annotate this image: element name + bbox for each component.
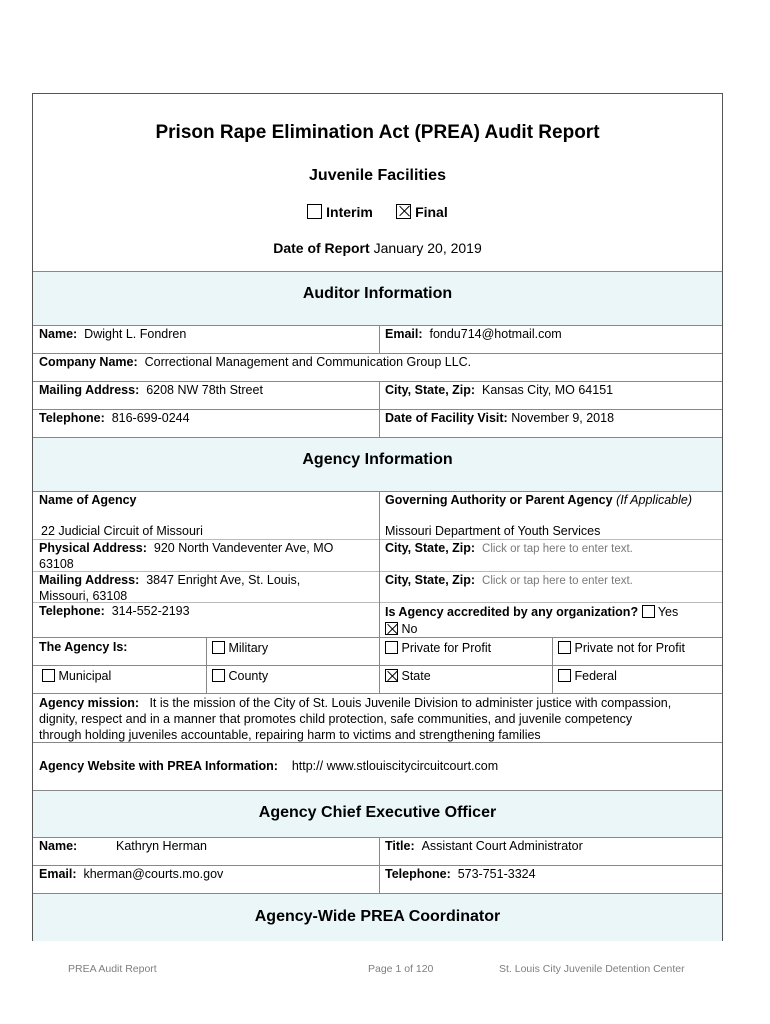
type-state[interactable]	[385, 668, 431, 684]
agency-gov-value[interactable]: Missouri Department of Youth Services	[385, 524, 601, 538]
auditor-csz-row	[385, 382, 613, 398]
auditor-mailing-row	[39, 382, 263, 398]
auditor-email-row	[385, 326, 562, 342]
military-label: Military	[228, 641, 269, 655]
agency-gov-label: Governing Authority or Parent Agency	[385, 493, 613, 507]
ceo-title-label: Title:	[385, 839, 415, 853]
auditor-name-label: Name:	[39, 327, 78, 341]
agency-csz2-label: City, State, Zip:	[385, 573, 476, 587]
municipal-checkbox[interactable]	[42, 669, 55, 682]
auditor-visit-row	[385, 410, 614, 426]
auditor-email-value[interactable]: fondu714@hotmail.com	[429, 327, 562, 341]
ceo-name-value[interactable]: Kathryn Herman	[116, 839, 208, 853]
type-military[interactable]	[212, 640, 268, 656]
agency-gov-row	[385, 492, 692, 508]
auditor-phone-value[interactable]: 816-699-0244	[111, 411, 190, 425]
agency-phone-value[interactable]: 314-552-2193	[111, 604, 190, 618]
type-federal[interactable]	[558, 668, 617, 684]
agency-name-value[interactable]: 22 Judicial Circuit of Missouri	[41, 524, 203, 538]
type-private-nonprofit[interactable]	[558, 640, 685, 656]
agency-mission-line-2: dignity, respect and in a manner that promotes child protection, safe communities, and juvenile competency	[39, 712, 633, 726]
private-nonprofit-label: Private not for Profit	[574, 641, 685, 655]
agency-csz1-label: City, State, Zip:	[385, 541, 476, 555]
final-label: Final	[415, 204, 448, 220]
type-county[interactable]	[212, 668, 268, 684]
final-checkbox[interactable]	[396, 204, 411, 219]
agency-mission-line-3: through holding juveniles accountable, repairing harm to victims and strengthening families	[39, 728, 541, 742]
federal-checkbox[interactable]	[558, 669, 571, 682]
ceo-title-value[interactable]: Assistant Court Administrator	[421, 839, 583, 853]
footer-page-number: Page 1 of 120	[368, 963, 434, 975]
date-label: Date of Report	[273, 240, 370, 256]
coordinator-section-title: Agency-Wide PREA Coordinator	[254, 908, 501, 925]
agency-mailing-value-2[interactable]: Missouri, 63108	[39, 589, 128, 603]
ceo-phone-row	[385, 866, 536, 882]
date-of-report	[33, 240, 722, 256]
ceo-name-row	[39, 838, 77, 854]
private-profit-label: Private for Profit	[401, 641, 492, 655]
date-value: January 20, 2019	[373, 240, 482, 256]
auditor-company-label: Company Name:	[39, 355, 138, 369]
agency-gov-note: (If Applicable)	[616, 493, 693, 507]
agency-website-label: Agency Website with PREA Information:	[39, 759, 278, 773]
state-checkbox[interactable]	[385, 669, 398, 682]
agency-mission-row	[39, 695, 671, 711]
auditor-phone-row	[39, 410, 190, 426]
ceo-email-row	[39, 866, 223, 882]
accredited-yes-checkbox[interactable]	[642, 605, 655, 618]
auditor-name-value[interactable]: Dwight L. Fondren	[84, 327, 187, 341]
type-private-profit[interactable]	[385, 640, 491, 656]
county-label: County	[228, 669, 269, 683]
agency-phone-row	[39, 603, 190, 619]
auditor-csz-value[interactable]: Kansas City, MO 64151	[482, 383, 614, 397]
accredited-yes-label: Yes	[657, 605, 679, 619]
agency-is-label: The Agency Is:	[39, 640, 128, 654]
report-title: Prison Rape Elimination Act (PREA) Audit Report	[155, 122, 600, 143]
agency-physical-value-2[interactable]: 63108	[39, 557, 74, 571]
ceo-phone-value[interactable]: 573-751-3324	[457, 867, 536, 881]
auditor-csz-label: City, State, Zip:	[385, 383, 476, 397]
footer-right: St. Louis City Juvenile Detention Center	[499, 963, 685, 975]
auditor-phone-label: Telephone:	[39, 411, 105, 425]
agency-physical-label: Physical Address:	[39, 541, 147, 555]
state-label: State	[401, 669, 431, 683]
auditor-section-title: Auditor Information	[302, 285, 453, 302]
private-nonprofit-checkbox[interactable]	[558, 641, 571, 654]
auditor-mailing-value[interactable]: 6208 NW 78th Street	[146, 383, 263, 397]
auditor-mailing-label: Mailing Address:	[39, 383, 140, 397]
agency-mission-label: Agency mission:	[39, 696, 140, 710]
agency-phone-label: Telephone:	[39, 604, 105, 618]
ceo-section-title: Agency Chief Executive Officer	[258, 804, 497, 821]
agency-accredited-label: Is Agency accredited by any organization?	[385, 605, 639, 619]
ceo-title-row	[385, 838, 583, 854]
interim-label: Interim	[326, 204, 373, 220]
auditor-company-value[interactable]: Correctional Management and Communication Group LLC.	[144, 355, 472, 369]
auditor-visit-value[interactable]: November 9, 2018	[511, 411, 615, 425]
auditor-name-row	[39, 326, 186, 342]
agency-website-value[interactable]: http:// www.stlouiscitycircuitcourt.com	[291, 759, 499, 773]
interim-checkbox[interactable]	[307, 204, 322, 219]
agency-mailing-value-1[interactable]: 3847 Enright Ave, St. Louis,	[146, 573, 301, 587]
footer-left: PREA Audit Report	[68, 963, 157, 975]
federal-label: Federal	[574, 669, 617, 683]
agency-mailing-row	[39, 572, 300, 588]
county-checkbox[interactable]	[212, 669, 225, 682]
military-checkbox[interactable]	[212, 641, 225, 654]
accredited-no-label: No	[401, 622, 418, 636]
report-form	[32, 93, 723, 941]
private-profit-checkbox[interactable]	[385, 641, 398, 654]
agency-csz1-row	[385, 540, 633, 557]
ceo-name-label: Name:	[39, 839, 78, 853]
auditor-company-row	[39, 354, 471, 370]
agency-accredited-no-row	[385, 621, 417, 637]
agency-physical-row	[39, 540, 333, 556]
agency-csz1-field[interactable]: Click or tap here to enter text.	[482, 543, 633, 555]
auditor-visit-label: Date of Facility Visit:	[385, 411, 508, 425]
agency-mission-line-1: It is the mission of the City of St. Louis Juvenile Division to administer justice with compassion,	[149, 696, 672, 710]
report-type-row	[33, 204, 722, 220]
municipal-label: Municipal	[58, 669, 112, 683]
ceo-email-value[interactable]: kherman@courts.mo.gov	[83, 867, 224, 881]
ceo-phone-label: Telephone:	[385, 867, 451, 881]
type-municipal[interactable]	[42, 668, 111, 684]
report-subtitle: Juvenile Facilities	[309, 167, 446, 184]
agency-csz2-row	[385, 572, 633, 589]
agency-accredited-row	[385, 604, 678, 620]
agency-section-title: Agency Information	[302, 451, 453, 468]
auditor-email-label: Email:	[385, 327, 423, 341]
agency-website-row	[39, 758, 498, 774]
agency-csz2-field[interactable]: Click or tap here to enter text.	[482, 575, 633, 587]
agency-physical-value-1[interactable]: 920 North Vandeventer Ave, MO	[153, 541, 334, 555]
agency-name-label: Name of Agency	[39, 493, 137, 507]
accredited-no-checkbox[interactable]	[385, 622, 398, 635]
ceo-email-label: Email:	[39, 867, 77, 881]
agency-mailing-label: Mailing Address:	[39, 573, 140, 587]
